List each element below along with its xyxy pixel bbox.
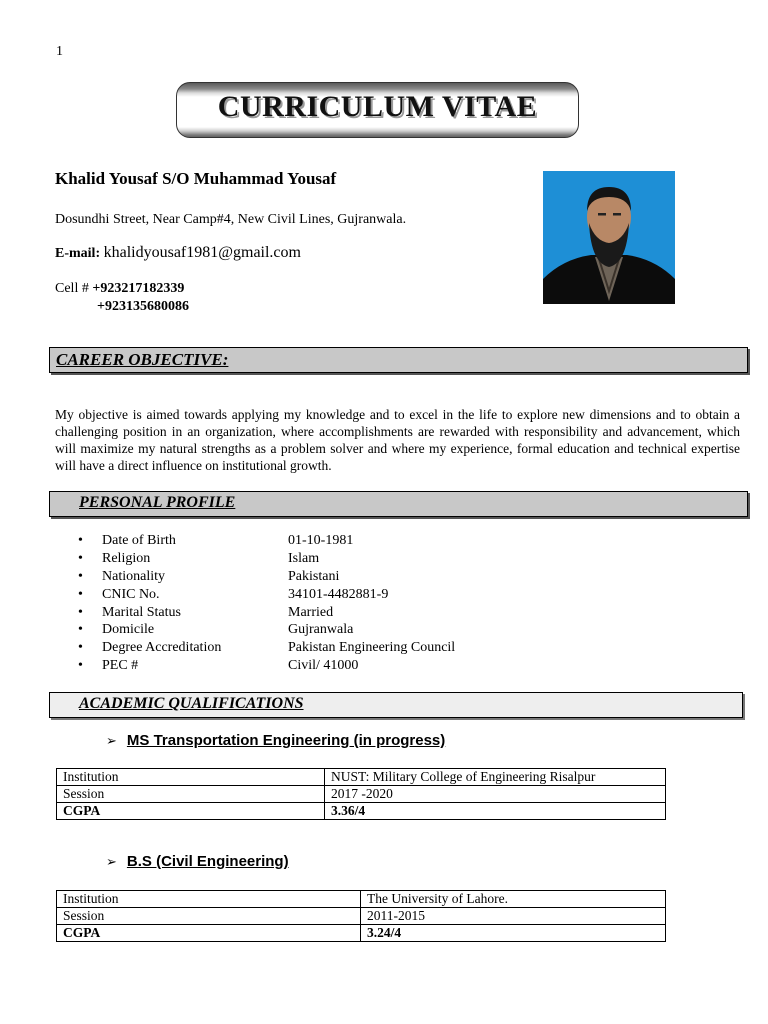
table-row: [57, 908, 666, 925]
arrow-bullet-icon: ➢: [106, 733, 117, 748]
table-cell-value: 3.24/4: [361, 925, 666, 942]
personal-profile-label: PERSONAL PROFILE: [79, 494, 236, 511]
address: Dosundhi Street, Near Camp#4, New Civil Lines, Gujranwala.: [55, 212, 407, 227]
profile-label: Domicile: [102, 622, 155, 638]
table-cell-label: Session: [57, 908, 361, 925]
email-address[interactable]: khalidyousaf1981@gmail.com: [103, 244, 301, 261]
table-row: [57, 803, 666, 820]
profile-value: Married: [288, 604, 334, 620]
profile-photo: [543, 171, 675, 304]
document-title: CURRICULUM VITAE: [217, 90, 538, 123]
profile-value: Pakistan Engineering Council: [288, 640, 456, 656]
profile-value: 34101-4482881-9: [288, 586, 389, 602]
career-objective-header: [49, 347, 748, 373]
table-row: [57, 891, 666, 908]
profile-label: Degree Accreditation: [102, 640, 222, 656]
degree-title: MS Transportation Engineering (in progress): [126, 732, 446, 749]
cell-label: Cell #: [55, 281, 93, 296]
table-row: [57, 925, 666, 942]
profile-label: Date of Birth: [102, 533, 176, 548]
table-cell-label: Institution: [57, 891, 361, 908]
table-cell-value: The University of Lahore.: [361, 891, 666, 908]
arrow-bullet-icon: ➢: [106, 854, 117, 869]
table-row: [57, 786, 666, 803]
bs-qualification-table: [56, 890, 666, 942]
bullet-icon: •: [78, 550, 83, 566]
bullet-icon: •: [78, 586, 83, 602]
bullet-icon: •: [78, 533, 83, 548]
email-line: [55, 244, 301, 262]
degree-heading-ms: [106, 732, 445, 750]
profile-value: Islam: [288, 550, 320, 566]
bullet-icon: •: [78, 658, 83, 674]
profile-label: Religion: [102, 550, 151, 566]
table-cell-value: 2017 -2020: [325, 786, 666, 803]
profile-label: Marital Status: [102, 604, 181, 620]
email-label: E-mail:: [55, 246, 101, 261]
table-row: [57, 769, 666, 786]
profile-value: Pakistani: [288, 568, 340, 584]
portrait-image: [543, 171, 675, 304]
career-objective-label: CAREER OBJECTIVE:: [56, 350, 229, 369]
degree-heading-bs: [106, 853, 289, 871]
profile-value: Gujranwala: [288, 622, 354, 638]
cell-numbers: [55, 280, 189, 316]
table-cell-value: NUST: Military College of Engineering Risalpur: [325, 769, 666, 786]
profile-label: PEC #: [102, 658, 139, 674]
profile-label: CNIC No.: [102, 586, 160, 602]
cell-number-2: +923135680086: [97, 299, 189, 314]
bullet-icon: •: [78, 568, 83, 584]
bullet-icon: •: [78, 622, 83, 638]
cell-number-1: +923217182339: [92, 281, 185, 296]
academic-qualifications-label: ACADEMIC QUALIFICATIONS: [79, 695, 304, 712]
candidate-name: Khalid Yousaf S/O Muhammad Yousaf: [55, 169, 337, 188]
table-cell-label: CGPA: [57, 803, 325, 820]
personal-profile-header: [49, 491, 748, 517]
profile-value: Civil/ 41000: [288, 658, 359, 674]
table-cell-label: Session: [57, 786, 325, 803]
table-cell-label: CGPA: [57, 925, 361, 942]
table-cell-value: 3.36/4: [325, 803, 666, 820]
bullet-icon: •: [78, 604, 83, 620]
profile-value: 01-10-1981: [288, 533, 354, 548]
page-number: 1: [56, 44, 63, 59]
career-objective-text: My objective is aimed towards applying my knowledge and to excel in the life to explore new dimensions and to obtain a challenging position in an organization, where accomplishments are rewarded with responsibility and advancement, which will maximize my natural strengths as a problem solver and where my experience, formal education and technical expertise will have a direct influence on institutional growth.: [55, 407, 740, 473]
degree-title: B.S (Civil Engineering): [126, 853, 289, 870]
academic-qualifications-header: [49, 692, 743, 718]
profile-label: Nationality: [102, 568, 165, 584]
table-cell-label: Institution: [57, 769, 325, 786]
bullet-icon: •: [78, 640, 83, 656]
table-cell-value: 2011-2015: [361, 908, 666, 925]
ms-qualification-table: [56, 768, 666, 820]
